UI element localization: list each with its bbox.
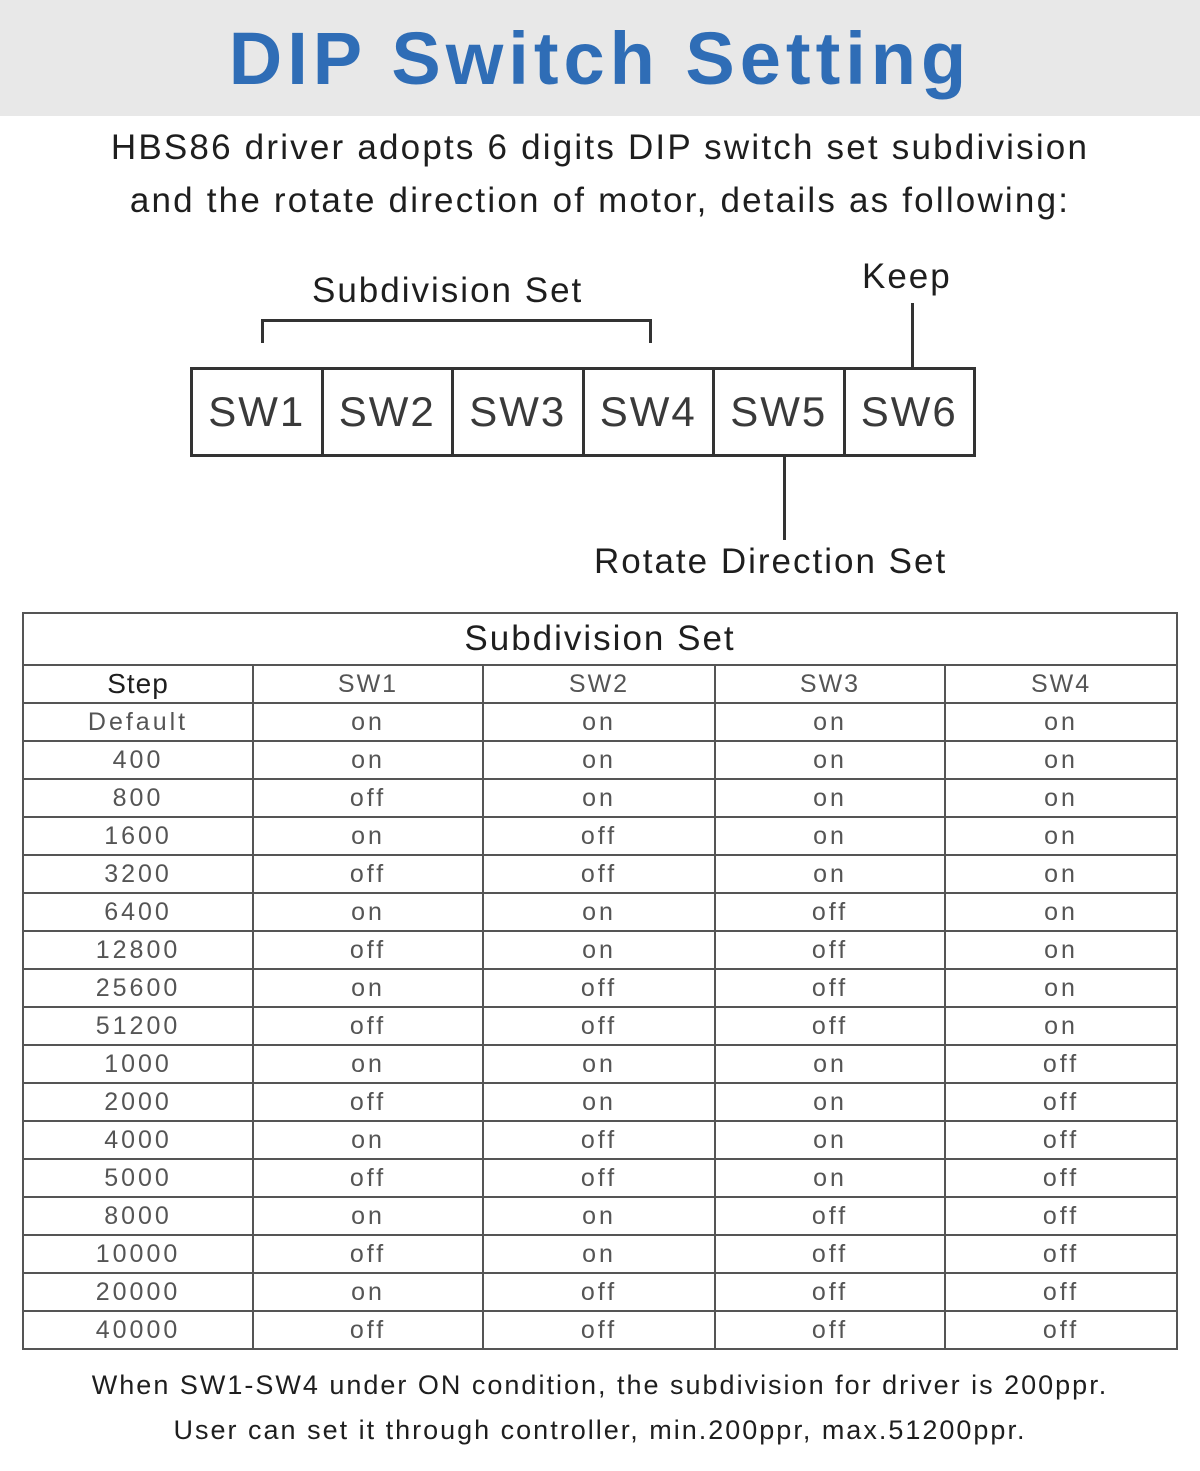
switch-state-cell: on [715,779,945,817]
direction-connector-line [783,456,786,540]
table-row [23,741,1177,779]
column-header-sw1: SW1 [253,665,483,703]
table-row [23,855,1177,893]
keep-label: Keep [862,257,952,296]
table-row [23,1197,1177,1235]
switch-sw6: SW6 [860,388,958,435]
switch-state-cell: on [483,893,715,931]
switch-state-cell: on [253,893,483,931]
switch-state-cell: on [483,931,715,969]
switch-state-cell: on [945,931,1177,969]
switch-state-cell: off [253,779,483,817]
keep-connector-line [911,303,914,369]
switch-state-cell: off [715,1273,945,1311]
subdivision-bracket-top [261,319,652,322]
table-row [23,1121,1177,1159]
switch-state-cell: off [483,1159,715,1197]
table-row [23,1159,1177,1197]
table-row [23,931,1177,969]
switch-state-cell: off [483,817,715,855]
switch-state-cell: on [253,1121,483,1159]
footer-note-2: User can set it through controller, min.200ppr, max.51200ppr. [173,1415,1027,1445]
switch-state-cell: on [945,703,1177,741]
switch-state-cell: on [945,893,1177,931]
column-header-sw2: SW2 [483,665,715,703]
switch-state-cell: on [715,741,945,779]
intro-line-2: and the rotate direction of motor, details as following: [129,181,1071,220]
switch-state-cell: off [483,855,715,893]
switch-state-cell: off [253,1159,483,1197]
subdivision-bracket-left [261,319,264,343]
switch-state-cell: on [945,1007,1177,1045]
switch-state-cell: on [483,1235,715,1273]
subdivision-set-label: Subdivision Set [312,271,584,310]
switch-state-cell: off [715,931,945,969]
switch-state-cell: off [715,1235,945,1273]
table-row [23,1311,1177,1349]
switch-state-cell: off [945,1311,1177,1349]
switch-state-cell: off [945,1083,1177,1121]
step-cell: 20000 [23,1273,253,1311]
step-cell: 6400 [23,893,253,931]
table-row [23,893,1177,931]
switch-state-cell: on [945,817,1177,855]
table-row [23,969,1177,1007]
switch-row [190,367,976,457]
step-cell: 1000 [23,1045,253,1083]
step-cell: 12800 [23,931,253,969]
table-row [23,1045,1177,1083]
switch-state-cell: on [715,1083,945,1121]
switch-state-cell: off [715,1197,945,1235]
switch-state-cell: on [945,855,1177,893]
intro-line-1: HBS86 driver adopts 6 digits DIP switch set subdivision [110,128,1090,167]
switch-state-cell: off [715,1311,945,1349]
switch-state-cell: on [253,1273,483,1311]
column-header-sw3: SW3 [715,665,945,703]
switch-state-cell: off [945,1159,1177,1197]
step-cell: 25600 [23,969,253,1007]
switch-state-cell: off [483,1311,715,1349]
footer-note-1: When SW1-SW4 under ON condition, the subdivision for driver is 200ppr. [91,1370,1109,1400]
table-row [23,1273,1177,1311]
step-cell: 51200 [23,1007,253,1045]
switch-state-cell: off [483,1121,715,1159]
switch-state-cell: off [945,1045,1177,1083]
switch-state-cell: off [253,1007,483,1045]
table-row [23,703,1177,741]
switch-state-cell: off [945,1197,1177,1235]
switch-state-cell: off [253,931,483,969]
switch-sw3: SW3 [454,370,585,454]
switch-state-cell: on [253,1197,483,1235]
step-cell: Default [23,703,253,741]
switch-state-cell: off [715,893,945,931]
step-cell: 3200 [23,855,253,893]
table-row [23,817,1177,855]
step-cell: 8000 [23,1197,253,1235]
switch-state-cell: on [253,703,483,741]
switch-state-cell: on [715,1121,945,1159]
switch-state-cell: off [715,969,945,1007]
switch-state-cell: off [253,1235,483,1273]
switch-state-cell: on [483,1197,715,1235]
step-cell: 5000 [23,1159,253,1197]
table-body [23,703,1177,1349]
switch-state-cell: off [715,1007,945,1045]
switch-state-cell: on [945,741,1177,779]
step-cell: 1600 [23,817,253,855]
switch-sw5: SW5 [715,370,846,454]
switch-state-cell: on [483,741,715,779]
switch-state-cell: on [715,703,945,741]
switch-state-cell: on [483,1083,715,1121]
step-cell: 10000 [23,1235,253,1273]
column-header-sw4: SW4 [945,665,1177,703]
step-cell: 2000 [23,1083,253,1121]
switch-state-cell: off [253,1311,483,1349]
switch-state-cell: on [945,779,1177,817]
switch-state-cell: off [253,855,483,893]
table-header-row [23,665,1177,703]
switch-state-cell: on [253,1045,483,1083]
switch-state-cell: off [253,1083,483,1121]
switch-state-cell: on [253,741,483,779]
switch-state-cell: off [483,969,715,1007]
table-row [23,1083,1177,1121]
table-row [23,779,1177,817]
switch-state-cell: off [945,1273,1177,1311]
switch-sw2: SW2 [324,370,455,454]
switch-state-cell: off [483,1007,715,1045]
switch-state-cell: off [483,1273,715,1311]
switch-state-cell: on [253,817,483,855]
table-row [23,1235,1177,1273]
switch-state-cell: on [715,855,945,893]
switch-state-cell: on [715,1159,945,1197]
title-banner [0,0,1200,116]
switch-state-cell: on [253,969,483,1007]
table-title: Subdivision Set [23,613,1177,665]
switch-state-cell: on [483,779,715,817]
page-title: DIP Switch Setting [228,17,972,100]
switch-state-cell: on [945,969,1177,1007]
switch-state-cell: on [483,1045,715,1083]
column-header-step: Step [23,665,253,703]
subdivision-table [22,612,1178,1350]
step-cell: 400 [23,741,253,779]
rotate-direction-label: Rotate Direction Set [594,542,948,581]
switch-state-cell: on [715,817,945,855]
table-row [23,1007,1177,1045]
step-cell: 800 [23,779,253,817]
switch-state-cell: off [945,1121,1177,1159]
switch-state-cell: off [945,1235,1177,1273]
step-cell: 40000 [23,1311,253,1349]
switch-sw1: SW1 [193,370,324,454]
subdivision-bracket-right [649,319,652,343]
switch-state-cell: on [483,703,715,741]
switch-state-cell: on [715,1045,945,1083]
step-cell: 4000 [23,1121,253,1159]
switch-sw4: SW4 [585,370,716,454]
